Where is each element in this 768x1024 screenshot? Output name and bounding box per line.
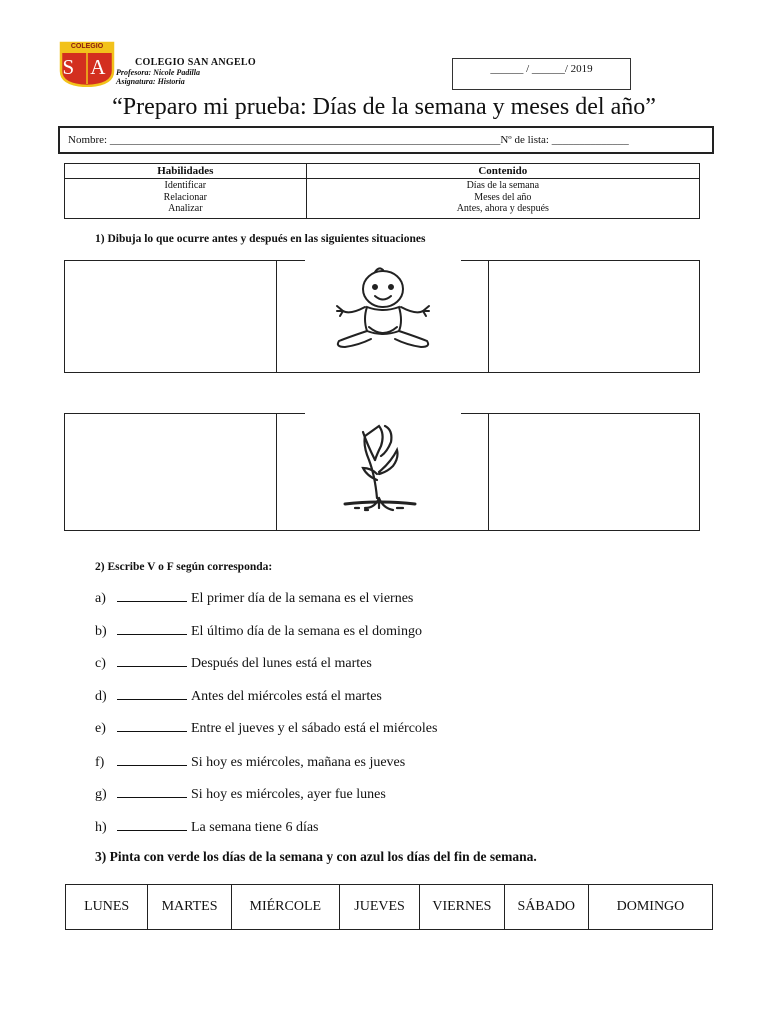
tf-statement: Si hoy es miércoles, mañana es jueves — [191, 755, 406, 770]
answer-blank[interactable] — [117, 688, 187, 700]
answer-blank[interactable] — [117, 786, 187, 798]
tf-letter: c) — [95, 656, 106, 671]
tf-item-c — [95, 655, 372, 672]
day-cell-sabado[interactable]: SÁBADO — [505, 885, 589, 929]
tf-statement: El último día de la semana es el domingo — [191, 624, 422, 639]
baby-icon — [305, 257, 461, 367]
list-item: Meses del año — [474, 191, 532, 203]
question-3: 3) Pinta con verde los días de la semana y con azul los días del fin de semana. — [95, 849, 537, 864]
tf-statement: Entre el jueves y el sábado está el miércoles — [191, 721, 438, 736]
tf-letter: g) — [95, 787, 107, 802]
drawing-row-plant — [64, 413, 700, 531]
table-header-habilidades: Habilidades — [65, 164, 307, 179]
day-cell-martes[interactable]: MARTES — [148, 885, 231, 929]
tf-letter: a) — [95, 591, 106, 606]
tf-statement: Después del lunes está el martes — [191, 656, 372, 671]
tf-letter: h) — [95, 820, 107, 835]
answer-blank[interactable] — [117, 623, 187, 635]
habilidades-cell — [65, 179, 307, 219]
school-logo — [59, 41, 115, 87]
day-cell-jueves[interactable]: JUEVES — [340, 885, 420, 929]
tf-item-h — [95, 819, 319, 836]
tf-letter: f) — [95, 755, 105, 770]
school-name: COLEGIO SAN ANGELO — [135, 57, 256, 68]
date-field[interactable]: ______ / ______/ 2019 — [452, 58, 631, 90]
days-table — [65, 884, 713, 930]
tf-letter: e) — [95, 721, 106, 736]
list-item: Antes, ahora y después — [456, 203, 549, 214]
day-cell-lunes[interactable]: LUNES — [66, 885, 148, 929]
tf-statement: El primer día de la semana es el viernes — [191, 591, 414, 606]
question-1: 1) Dibuja lo que ocurre antes y después en las siguientes situaciones — [95, 233, 426, 245]
tf-statement: La semana tiene 6 días — [191, 820, 319, 835]
cell-divider — [276, 261, 277, 372]
answer-blank[interactable] — [117, 819, 187, 831]
plant-picture — [305, 410, 461, 526]
name-field[interactable]: Nombre: _______________________________________________________________________Nº de lista: ______________ — [58, 126, 714, 154]
answer-blank[interactable] — [117, 720, 187, 732]
baby-picture — [305, 257, 461, 367]
after-drawing-area[interactable] — [489, 261, 699, 372]
list-item: Relacionar — [163, 191, 207, 203]
answer-blank[interactable] — [117, 754, 187, 766]
plant-icon — [305, 410, 461, 526]
day-cell-viernes[interactable]: VIERNES — [420, 885, 504, 929]
page-title: “Preparo mi prueba: Días de la semana y meses del año” — [112, 94, 656, 120]
list-item: Analizar — [168, 203, 203, 214]
day-cell-miercoles[interactable]: MIÉRCOLE — [232, 885, 340, 929]
tf-statement: Antes del miércoles está el martes — [191, 689, 382, 704]
cell-divider — [276, 414, 277, 530]
list-item: Identificar — [164, 180, 207, 191]
day-cell-domingo[interactable]: DOMINGO — [616, 899, 685, 914]
tf-item-d — [95, 688, 382, 705]
contenido-cell — [306, 179, 699, 219]
tf-item-e — [95, 720, 437, 737]
skills-table — [64, 163, 700, 219]
subject-name: Asignatura: Historia — [116, 77, 185, 86]
answer-blank[interactable] — [117, 655, 187, 667]
after-drawing-area[interactable] — [489, 414, 699, 530]
logo-letters: S A — [62, 55, 112, 79]
logo-word: COLEGIO — [70, 43, 104, 50]
tf-item-b — [95, 623, 422, 640]
tf-letter: b) — [95, 624, 107, 639]
before-drawing-area[interactable] — [65, 261, 276, 372]
tf-item-a — [95, 590, 413, 607]
question-2: 2) Escribe V o F según corresponda: — [95, 561, 273, 573]
teacher-name: Profesora: Nicole Padilla — [116, 68, 200, 77]
table-header-contenido: Contenido — [306, 164, 699, 179]
tf-statement: Si hoy es miércoles, ayer fue lunes — [191, 787, 386, 802]
list-item: Días de la semana — [466, 180, 540, 191]
answer-blank[interactable] — [117, 590, 187, 602]
tf-letter: d) — [95, 689, 107, 704]
before-drawing-area[interactable] — [65, 414, 276, 530]
tf-item-g — [95, 786, 386, 803]
drawing-row-baby — [64, 260, 700, 373]
tf-item-f — [95, 754, 405, 771]
